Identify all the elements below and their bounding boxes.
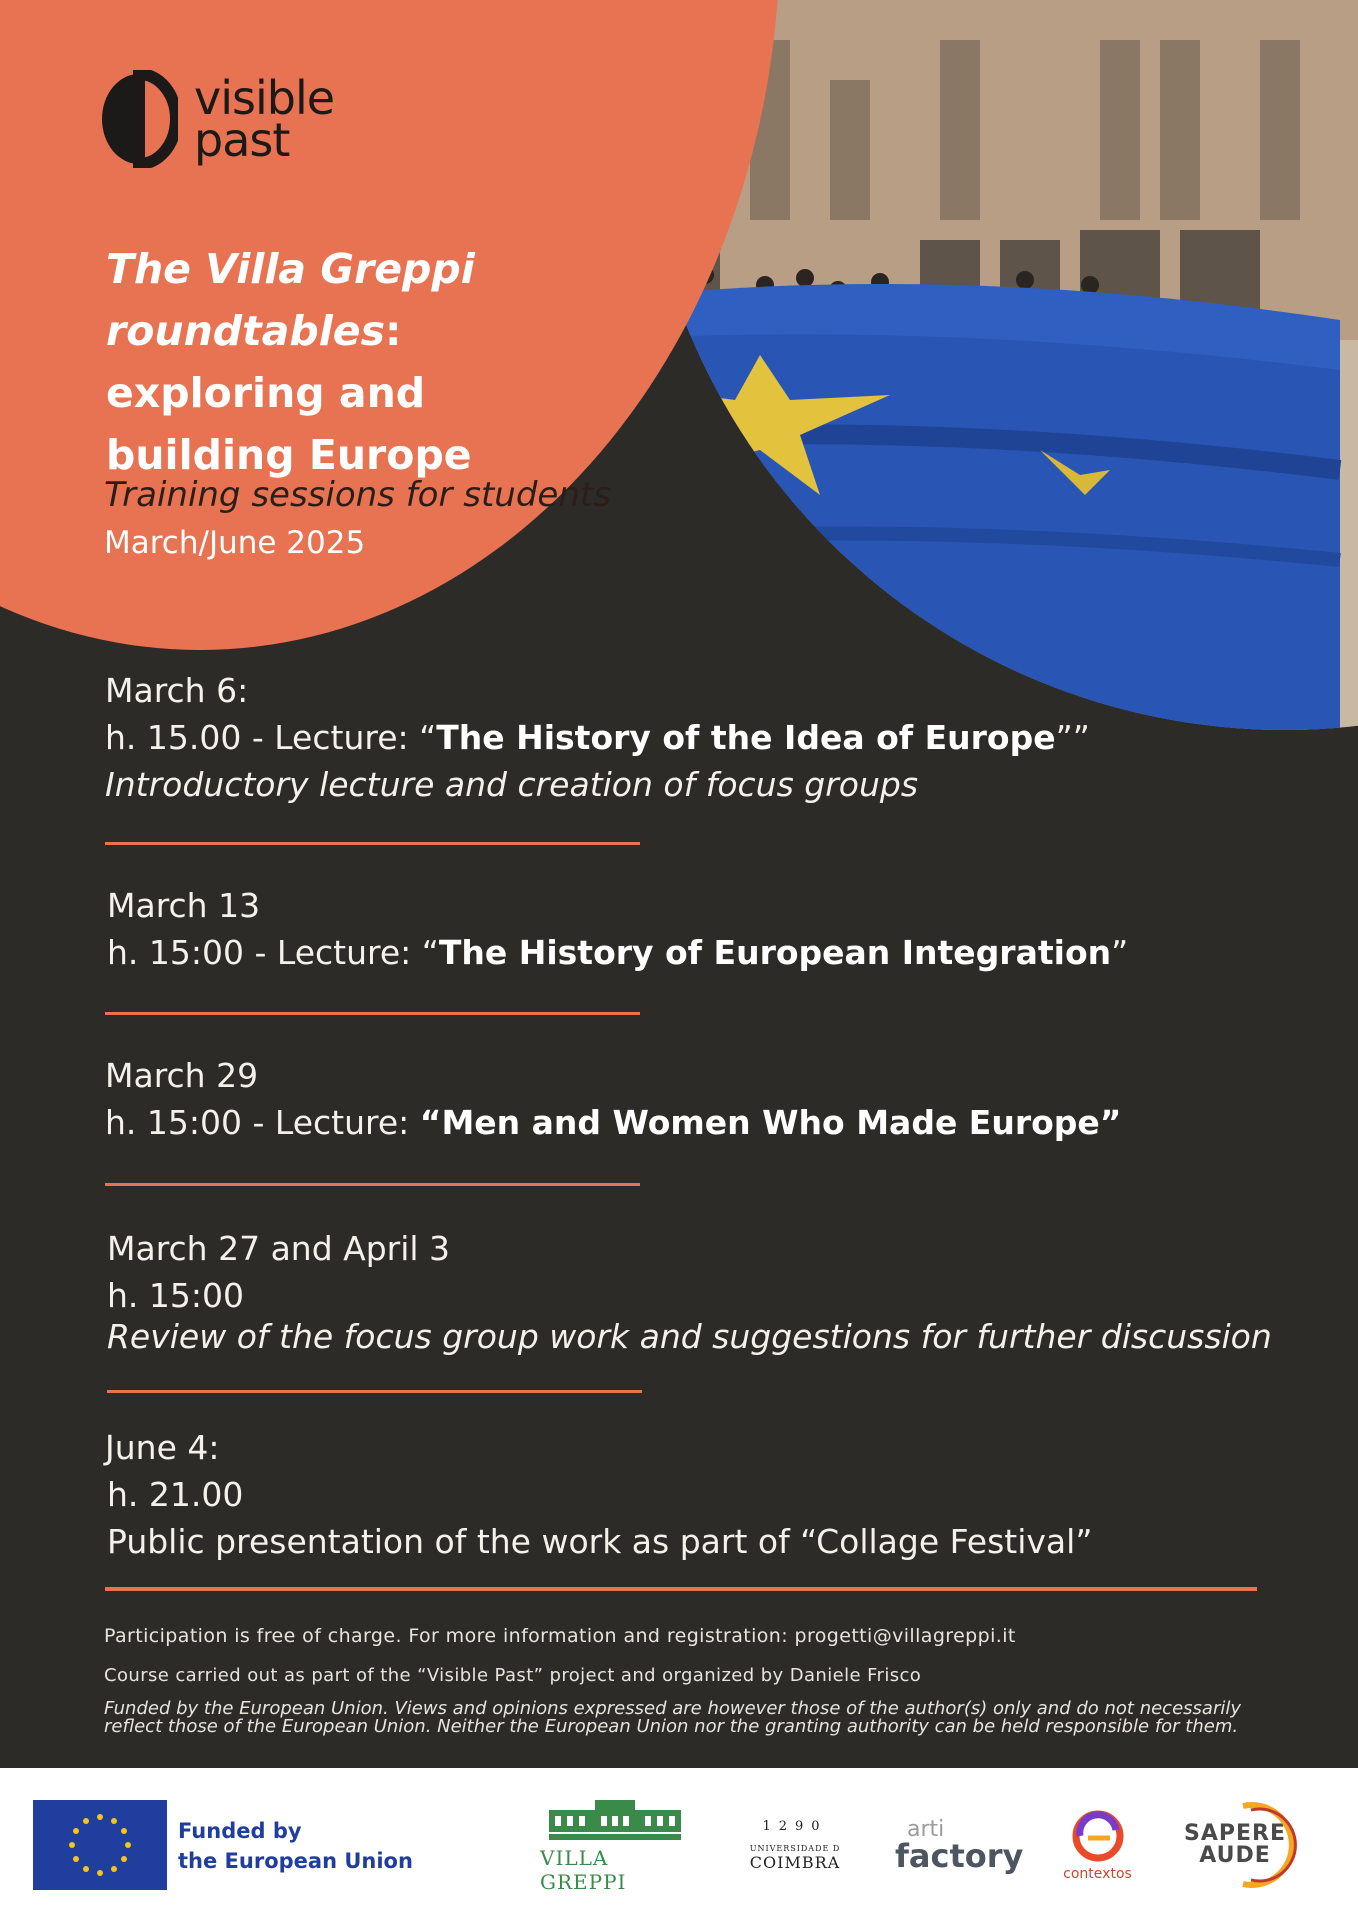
villa-building-icon <box>545 1796 685 1842</box>
disclaimer-line-1: Funded by the European Union. Views and opinions expressed are however those of the author(s) only and do not necessarily <box>104 1698 1241 1719</box>
visible-past-logo <box>100 70 334 168</box>
sapere-aude-logo <box>1170 1790 1300 1900</box>
session-time: h. 21.00 <box>107 1475 244 1514</box>
session-note: Review of the focus group work and suggestions for further discussion <box>107 1317 1272 1356</box>
session-lecture-title: “Men and Women Who Made Europe” <box>419 1103 1122 1142</box>
session-time-prefix: h. 15:00 - Lecture: “ <box>107 933 439 972</box>
coimbra-university: UNIVERSIDADE D <box>749 1843 841 1853</box>
title-line-3: building Europe <box>106 431 472 479</box>
artifactory-logo <box>895 1790 1024 1900</box>
session-4 <box>107 1225 1272 1360</box>
session-time <box>105 714 1090 761</box>
session-note: Introductory lecture and creation of focus groups <box>105 765 919 804</box>
session-2 <box>107 882 1128 976</box>
villa-greppi-text: VILLA GREPPI <box>540 1846 627 1894</box>
divider <box>105 842 640 845</box>
session-time-prefix: h. 15:00 - Lecture: <box>105 1103 420 1142</box>
eu-disclaimer <box>104 1700 1264 1736</box>
session-time: h. 15:00 <box>107 1276 244 1315</box>
brand-line-2: past <box>194 113 290 167</box>
visible-past-logo-mark <box>100 70 178 168</box>
participation-note: Participation is free of charge. For more information and registration: progetti@villagreppi.it <box>104 1625 1016 1647</box>
session-lecture-title: The History of the Idea of Europe <box>436 718 1056 757</box>
coimbra-logo <box>740 1790 850 1900</box>
coimbra-name: COIMBRA <box>749 1852 841 1872</box>
session-suffix: ”” <box>1055 718 1090 757</box>
sapere-aude-arc-icon <box>1173 1800 1297 1890</box>
session-lecture-title: The History of European Integration <box>438 933 1112 972</box>
divider <box>105 1183 640 1186</box>
contextos-logo <box>1055 1790 1140 1900</box>
session-5 <box>105 1424 1092 1565</box>
date-range: March/June 2025 <box>104 525 366 561</box>
visible-past-wordmark <box>194 71 335 167</box>
session-date: June 4: <box>105 1428 220 1467</box>
session-date: March 27 and April 3 <box>107 1229 451 1268</box>
villa-greppi-logo <box>540 1790 690 1900</box>
artifactory-arti: arti <box>907 1817 945 1842</box>
footer-divider <box>105 1587 1257 1591</box>
partner-logos-bar <box>0 1768 1358 1920</box>
artifactory-factory: factory <box>895 1837 1024 1875</box>
session-time-prefix: h. 15.00 - Lecture: “ <box>105 718 437 757</box>
session-3 <box>105 1052 1121 1146</box>
sapere-text: SAPERE <box>1184 1821 1286 1846</box>
title-colon: : <box>385 307 402 355</box>
eu-label-line-2: the European Union <box>178 1849 413 1873</box>
session-date: March 13 <box>107 886 261 925</box>
session-1 <box>105 667 1090 808</box>
session-time <box>107 929 1128 976</box>
page-title <box>106 238 766 486</box>
session-date: March 29 <box>105 1056 259 1095</box>
title-italic: The Villa Greppi roundtables <box>106 245 475 355</box>
divider <box>105 1012 640 1015</box>
coimbra-year: 1290 <box>762 1818 828 1834</box>
session-date: March 6: <box>105 671 249 710</box>
subtitle: Training sessions for students <box>104 475 611 515</box>
eu-label-line-1: Funded by <box>178 1819 302 1843</box>
title-line-2: exploring and <box>106 369 426 417</box>
eu-funding-label <box>178 1816 413 1876</box>
brand-line-1: visible <box>194 71 335 125</box>
contextos-text: contextos <box>1063 1866 1132 1882</box>
disclaimer-line-2: reflect those of the European Union. Neither the European Union nor the granting authority can be held responsible for them. <box>104 1716 1239 1737</box>
session-time <box>105 1099 1121 1146</box>
eu-flag-icon <box>33 1800 167 1890</box>
divider <box>107 1390 642 1393</box>
session-suffix: ” <box>1111 933 1129 972</box>
aude-text: AUDE <box>1199 1843 1271 1868</box>
contextos-swirl-icon <box>1070 1808 1126 1864</box>
course-note: Course carried out as part of the “Visible Past” project and organized by Daniele Frisco <box>104 1665 922 1686</box>
session-text: Public presentation of the work as part of “Collage Festival” <box>107 1522 1093 1561</box>
